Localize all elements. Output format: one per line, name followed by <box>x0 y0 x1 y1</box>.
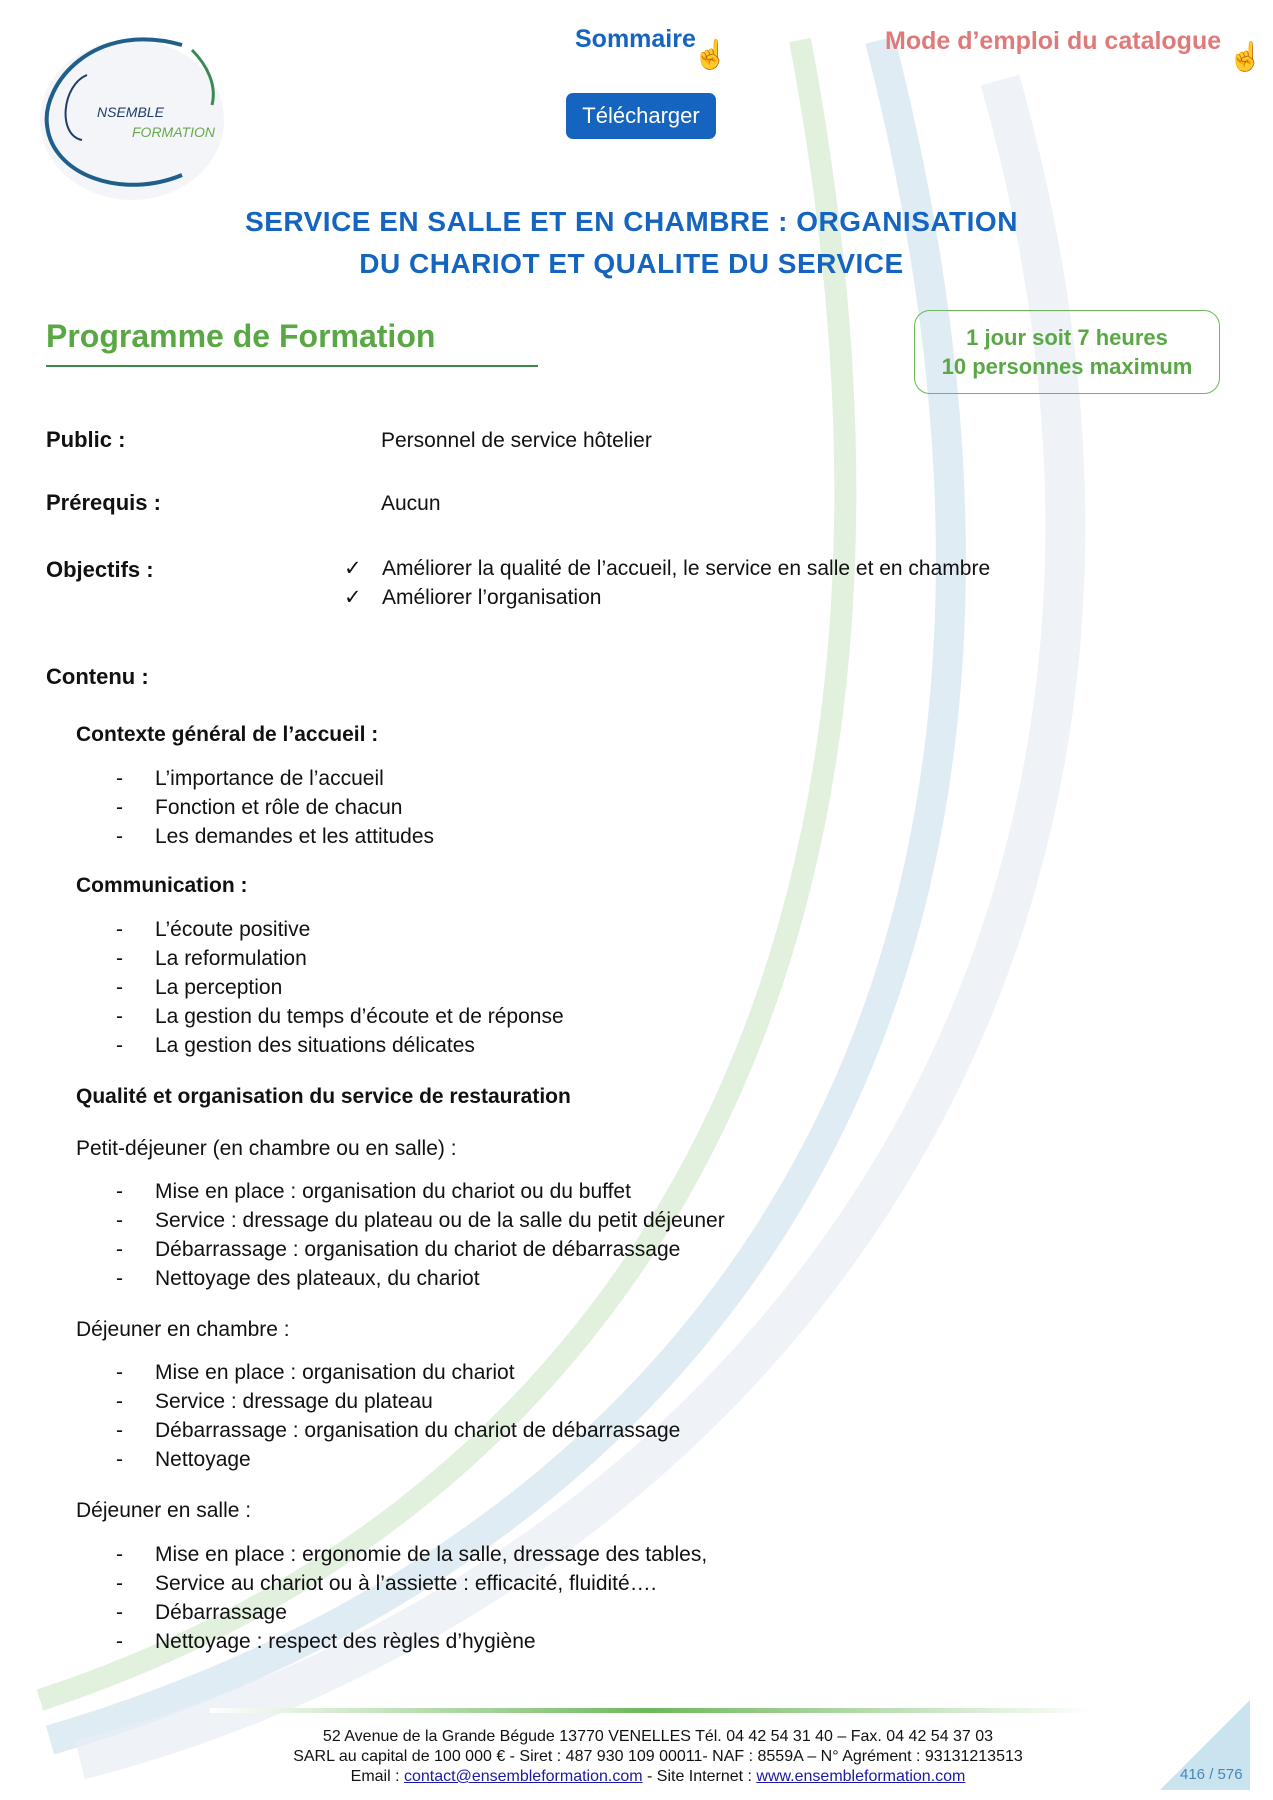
hand-pointer-icon: ☝ <box>1228 41 1263 72</box>
mode-emploi-link[interactable]: Mode d’emploi du catalogue <box>885 27 1222 55</box>
list-item: Service : dressage du plateau ou de la salle du petit déjeuner <box>155 1209 725 1232</box>
svg-text:NSEMBLE: NSEMBLE <box>97 104 164 120</box>
footer-address: 52 Avenue de la Grande Bégude 13770 VENELLES Tél. 04 42 54 31 40 – Fax. 04 42 54 37 03 <box>322 1728 994 1745</box>
section-communication-title: Communication : <box>76 874 248 897</box>
petit-dejeuner-list <box>116 1177 725 1293</box>
list-item: La reformulation <box>155 947 307 970</box>
list-item: Débarrassage : organisation du chariot de débarrassage <box>155 1419 681 1442</box>
dejeuner-chambre-title: Déjeuner en chambre : <box>76 1318 290 1341</box>
dash: - <box>116 1034 123 1057</box>
list-item: Débarrassage <box>155 1601 287 1624</box>
list-item: L’importance de l’accueil <box>155 767 384 790</box>
dash: - <box>116 1267 123 1290</box>
section-qualite-title: Qualité et organisation du service de restauration <box>76 1085 571 1108</box>
public-label: Public : <box>46 427 126 452</box>
objective-item: Améliorer l’organisation <box>382 586 602 609</box>
communication-list <box>116 915 564 1060</box>
site-label: - Site Internet : <box>642 1768 757 1785</box>
dash: - <box>116 1419 123 1442</box>
list-item: L’écoute positive <box>155 918 311 941</box>
petit-dejeuner-title: Petit-déjeuner (en chambre ou en salle) : <box>76 1137 457 1160</box>
dash: - <box>116 1390 123 1413</box>
contexte-list <box>116 764 434 851</box>
dejeuner-salle-title: Déjeuner en salle : <box>76 1499 252 1522</box>
hand-pointer-icon: ☝ <box>693 39 728 70</box>
list-item: Nettoyage des plateaux, du chariot <box>155 1267 480 1290</box>
duration-box <box>914 310 1220 394</box>
dash: - <box>116 1005 123 1028</box>
dash: - <box>116 918 123 941</box>
check-icon: ✓ <box>344 586 362 609</box>
dash: - <box>116 1601 123 1624</box>
check-icon: ✓ <box>344 557 362 580</box>
dash: - <box>116 1543 123 1566</box>
email-label: Email : <box>350 1768 404 1785</box>
dash: - <box>116 1630 123 1653</box>
dash: - <box>116 1572 123 1595</box>
dejeuner-chambre-list <box>116 1358 680 1474</box>
list-item: La gestion des situations délicates <box>155 1034 475 1057</box>
dejeuner-salle-list <box>116 1540 707 1656</box>
sommaire-link[interactable]: Sommaire <box>575 25 696 53</box>
heading-underline <box>46 365 538 367</box>
list-item: Service au chariot ou à l’assiette : efficacité, fluidité…. <box>155 1572 657 1595</box>
duration-text: 1 jour soit 7 heures <box>966 325 1168 350</box>
programme-heading: Programme de Formation <box>46 318 436 354</box>
objective-item: Améliorer la qualité de l’accueil, le service en salle et en chambre <box>382 557 991 580</box>
list-item: Fonction et rôle de chacun <box>155 796 403 819</box>
list-item: Nettoyage : respect des règles d’hygiène <box>155 1630 536 1653</box>
page-number: 416 / 576 <box>1180 1766 1243 1783</box>
prerequis-label: Prérequis : <box>46 490 161 515</box>
objectifs-list <box>344 554 990 612</box>
dash: - <box>116 767 123 790</box>
list-item: Débarrassage : organisation du chariot de débarrassage <box>155 1238 681 1261</box>
download-button[interactable]: Télécharger <box>566 93 716 139</box>
footer-legal: SARL au capital de 100 000 € - Siret : 487 930 109 00011- NAF : 8559A – N° Agrément : 93131213513 <box>293 1748 1023 1765</box>
dash: - <box>116 1238 123 1261</box>
dash: - <box>116 1448 123 1471</box>
section-contexte-title: Contexte général de l’accueil : <box>76 723 379 746</box>
list-item: Les demandes et les attitudes <box>155 825 435 848</box>
dash: - <box>116 947 123 970</box>
svg-text:FORMATION: FORMATION <box>132 124 215 140</box>
objectifs-label: Objectifs : <box>46 557 154 582</box>
list-item: Nettoyage <box>155 1448 251 1471</box>
list-item: La gestion du temps d’écoute et de réponse <box>155 1005 564 1028</box>
dash: - <box>116 1209 123 1232</box>
footer <box>208 1727 1108 1787</box>
ensemble-formation-logo <box>32 25 232 203</box>
page-title-line2: DU CHARIOT ET QUALITE DU SERVICE <box>359 248 904 279</box>
prerequis-value: Aucun <box>381 492 441 515</box>
website-link[interactable]: www.ensembleformation.com <box>756 1768 966 1785</box>
list-item: La perception <box>155 976 283 999</box>
public-value: Personnel de service hôtelier <box>381 429 652 452</box>
dash: - <box>116 825 123 848</box>
page-title-line1: SERVICE EN SALLE ET EN CHAMBRE : ORGANISATION <box>245 206 1018 237</box>
list-item: Mise en place : organisation du chariot ou du buffet <box>155 1180 631 1203</box>
email-link[interactable]: contact@ensembleformation.com <box>403 1768 643 1785</box>
list-item: Mise en place : organisation du chariot <box>155 1361 515 1384</box>
capacity-text: 10 personnes maximum <box>941 354 1193 379</box>
list-item: Mise en place : ergonomie de la salle, dressage des tables, <box>155 1543 708 1566</box>
dash: - <box>116 1361 123 1384</box>
dash: - <box>116 976 123 999</box>
dash: - <box>116 1180 123 1203</box>
dash: - <box>116 796 123 819</box>
list-item: Service : dressage du plateau <box>155 1390 433 1413</box>
contenu-label: Contenu : <box>46 664 149 689</box>
